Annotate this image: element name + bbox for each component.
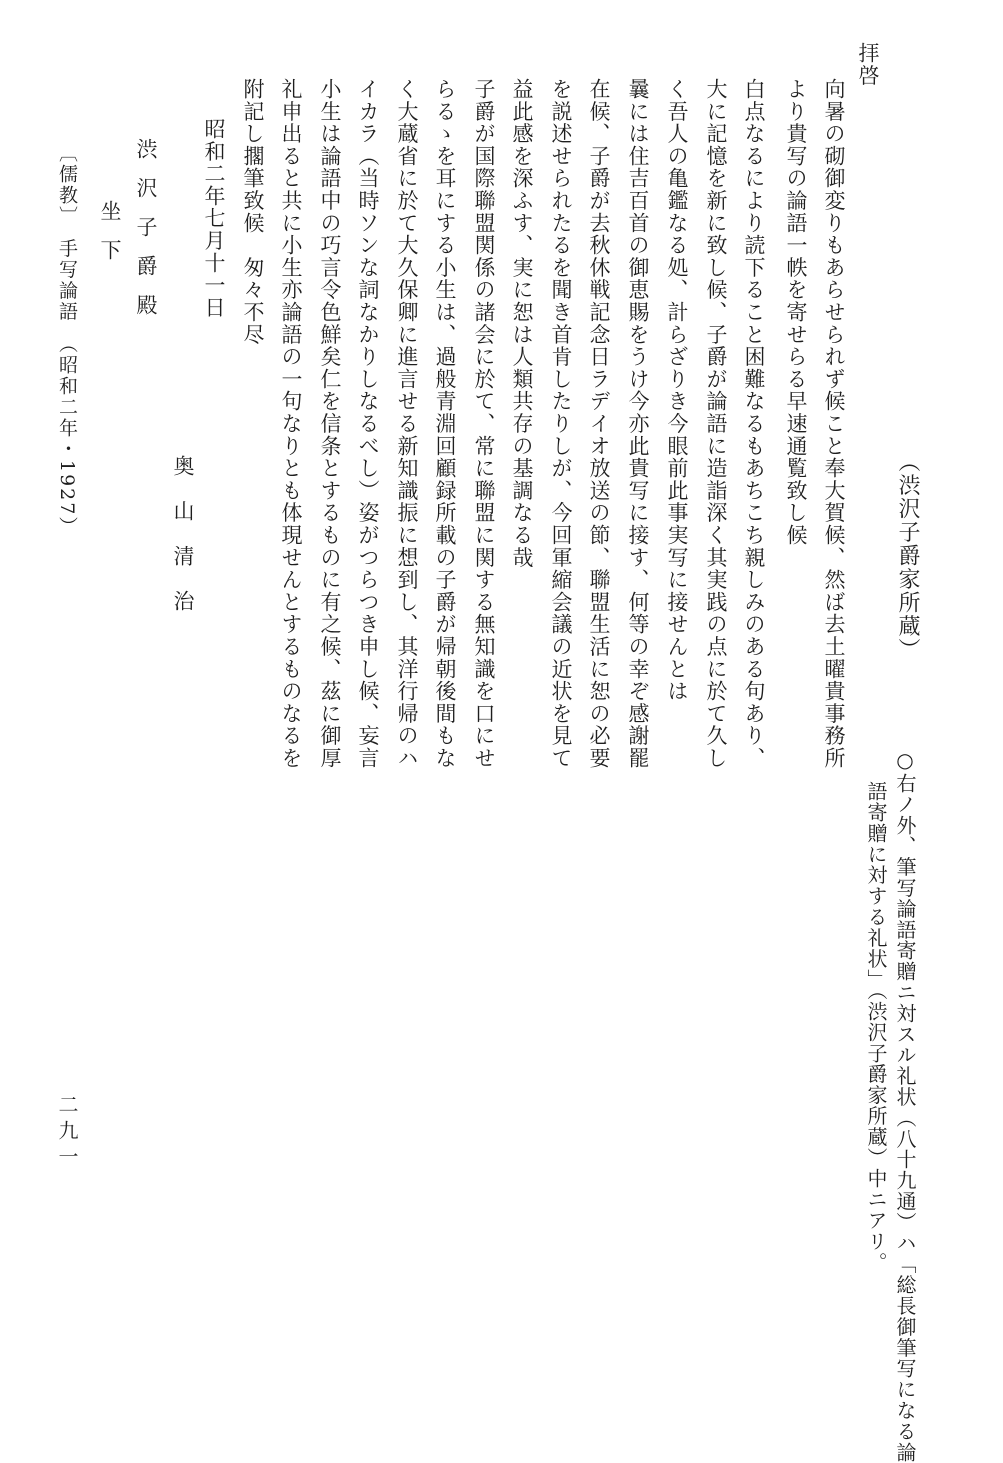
letter-line-9: 益此感を深ふす、実に恕は人類共存の基調なる哉 <box>510 78 534 569</box>
letter-line-11: らるゝを耳にする小生は、過般青淵回顧録所載の子爵が帰朝後間もな <box>433 78 457 770</box>
letter-salutation: 拝啓 <box>856 42 880 87</box>
letter-line-13: イカラ（当時ソンな詞なかりしなるべし）姿がつらつき申し候、妄言 <box>356 78 380 770</box>
letter-line-2: より貴写の論語一帙を寄せらる早速通覧致し候 <box>784 78 808 547</box>
letter-line-5: く吾人の亀鑑なる処、計らざりき今眼前此事実写に接せんとは <box>665 78 689 703</box>
page-number: 二九一 <box>55 1094 79 1172</box>
letter-line-7: 在候、子爵が去秋休戦記念日ラデイオ放送の節、聯盟生活に恕の必要 <box>587 78 611 770</box>
editor-note-line-1: ○右ノ外、筆写論語寄贈ニ対スル礼状（八十九通）ハ「総長御筆写になる論 <box>893 748 917 1463</box>
editor-note-line-2: 語寄贈に対する礼状」（渋沢子爵家所蔵）中ニアリ。 <box>864 781 888 1273</box>
letter-line-1: 向暑の砌御変りもあらせられず候こと奉大賀候、然ば去土曜貴事務所 <box>822 78 846 770</box>
page-footer: 〔儒教〕 手写論語 （昭和二年・1927） <box>56 143 78 538</box>
letter-line-15: 礼申出ると共に小生亦論語の一句なりとも体現せんとするものなるを <box>279 78 303 770</box>
letter-line-4: 大に記憶を新に致し候、子爵が論語に造詣深く其実践の点に於て久し <box>704 78 728 770</box>
letter-line-3: 白点なるにより読下ること困難なるもあちこち親しみのある句あり、 <box>742 78 766 770</box>
letter-date: 昭和二年七月十一日 <box>202 118 226 319</box>
letter-line-12: く大蔵省に於て大久保卿に進言せる新知識振に想到し、其洋行帰のハ <box>395 78 419 770</box>
letter-line-16: 附記し擱筆致候 匆々不尽 <box>241 78 265 346</box>
letter-honorific: 坐下 <box>98 200 122 278</box>
letter-line-8: を説述せられたるを聞き首肯したりしが、今回軍縮会議の近状を見て <box>549 78 573 770</box>
letter-line-6: 曩には住吉百首の御恵賜をうけ今亦此貴写に接す、何等の幸ぞ感謝罷 <box>626 78 650 770</box>
letter-addressee: 渋沢子爵殿 <box>134 138 158 333</box>
letter-line-14: 小生は論語中の巧言令色鮮矣仁を信条とするものに有之候、茲に御厚 <box>318 78 342 770</box>
letter-sender: 奥山清治 <box>171 455 195 635</box>
source-note: （渋沢子爵家所蔵） <box>895 450 920 662</box>
letter-line-10: 子爵が国際聯盟関係の諸会に於て、常に聯盟に関する無知識を口にせ <box>472 78 496 770</box>
